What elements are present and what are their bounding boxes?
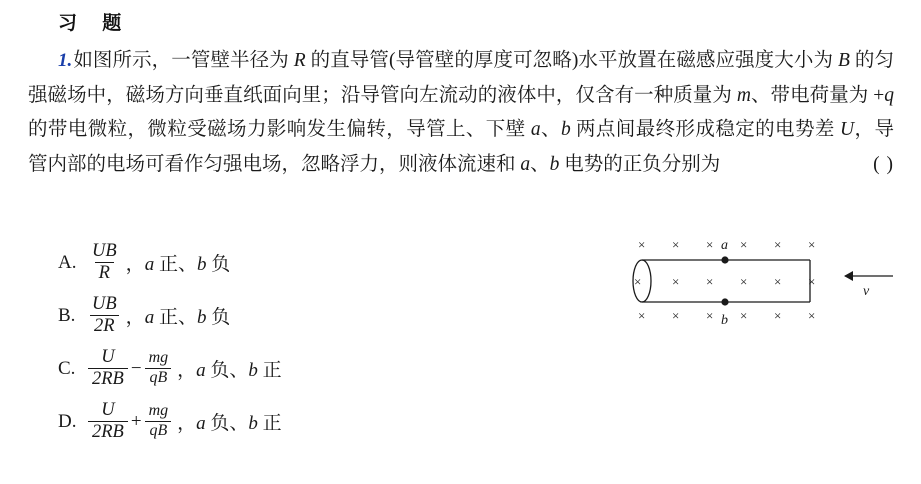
field-cross-icon: × — [740, 237, 748, 252]
question-text — [28, 50, 894, 175]
option-c[interactable] — [58, 342, 618, 395]
field-cross-icon: × — [774, 274, 782, 289]
fraction-numerator: mg — [148, 402, 169, 420]
math-symbol: B — [838, 50, 850, 71]
text-run: 、 — [530, 153, 550, 175]
math-symbol: U — [840, 119, 855, 140]
math-symbol: b — [549, 153, 560, 175]
fraction-denominator: qB — [145, 368, 171, 387]
question-number: 1. — [58, 50, 73, 71]
point-b-ref: b — [248, 360, 258, 381]
point-a-marker — [721, 256, 728, 263]
field-cross-icon: × — [774, 308, 782, 323]
field-cross-icon: × — [638, 308, 646, 323]
field-cross-icon: × — [634, 274, 642, 289]
fraction — [145, 403, 173, 440]
text-run: 的带电微粒，微粒受磁场力影响发生偏转，导管上、下壁 — [28, 119, 531, 140]
option-d-expression — [86, 401, 282, 443]
text-run: 两点间最终形成稳定的电势差 — [570, 119, 841, 140]
point-b-marker — [721, 298, 728, 305]
option-a-label: A. — [58, 251, 77, 273]
fraction-denominator: 2RB — [88, 421, 128, 442]
fraction-denominator: 2R — [90, 315, 119, 336]
point-b-ref: b — [248, 413, 258, 434]
option-d-description — [177, 408, 282, 435]
answer-blank: ( ) — [873, 153, 894, 175]
field-cross-icon: × — [706, 274, 714, 289]
comma: ， — [125, 254, 145, 275]
field-cross-icon: × — [706, 308, 714, 323]
diagram-svg — [620, 236, 900, 351]
fraction — [88, 242, 121, 284]
text-run: 的直导管(导管壁的厚度可忽略)水平放置在磁感应强度大小为 — [305, 50, 838, 71]
math-symbol: m — [736, 84, 751, 106]
operator: + — [130, 410, 142, 432]
field-cross-icon: × — [706, 237, 714, 252]
fraction — [88, 348, 128, 390]
option-a-expression — [86, 242, 230, 284]
point-a-label: a — [721, 238, 728, 253]
fraction — [88, 401, 128, 443]
field-cross-icon: × — [740, 308, 748, 323]
point-a-sign: 负、 — [205, 360, 249, 381]
point-a-sign: 负、 — [205, 413, 249, 434]
physics-diagram — [620, 236, 900, 351]
point-a-sign: 正、 — [154, 307, 197, 328]
velocity-label: v — [863, 284, 870, 299]
math-symbol: a — [530, 119, 541, 140]
text-run: 、带电荷量为 + — [750, 84, 885, 106]
tube-shape — [633, 260, 810, 302]
option-c-label: C. — [58, 357, 76, 379]
text-run: 的匀强磁场中，磁场方向垂直纸面向里；沿导管向左流动的液体中，仅含有一种质量为 — [28, 50, 894, 106]
point-a-ref: a — [144, 307, 155, 328]
option-a[interactable] — [58, 236, 618, 289]
fraction-numerator: mg — [148, 349, 169, 367]
point-b-sign: 负 — [206, 254, 231, 275]
comma: ， — [125, 307, 145, 328]
field-cross-icon: × — [672, 274, 680, 289]
math-symbol: R — [293, 50, 306, 71]
fraction-numerator: UB — [92, 240, 117, 261]
option-d[interactable] — [58, 395, 618, 448]
option-b[interactable] — [58, 289, 618, 342]
math-symbol: b — [560, 119, 571, 140]
option-c-description — [177, 355, 282, 382]
fraction-denominator: qB — [145, 421, 171, 440]
text-run: 如图所示，一管壁半径为 — [73, 50, 294, 71]
fraction — [88, 295, 121, 337]
option-d-label: D. — [58, 410, 77, 432]
operator: − — [130, 357, 142, 379]
fraction-numerator: UB — [92, 293, 117, 314]
text-run: ，导管内部的电场可看作匀强电场，忽略浮力，则液体流速和 — [28, 119, 894, 175]
option-b-expression — [86, 295, 230, 337]
field-cross-icon: × — [638, 237, 646, 252]
math-symbol: q — [884, 84, 894, 106]
point-a-ref: a — [144, 254, 155, 275]
field-cross-icon: × — [808, 274, 816, 289]
velocity-arrow — [844, 271, 893, 281]
point-b-ref: b — [196, 307, 207, 328]
field-cross-icon: × — [808, 308, 816, 323]
field-cross-icon: × — [740, 274, 748, 289]
text-run: 、 — [540, 119, 561, 140]
point-a-ref: a — [196, 360, 206, 381]
fraction-denominator: 2RB — [88, 368, 128, 389]
point-b-sign: 正 — [257, 360, 282, 381]
option-b-description — [126, 302, 231, 329]
point-b-sign: 负 — [206, 307, 231, 328]
page-title: 习 题 — [58, 13, 132, 34]
option-c-expression — [86, 348, 282, 390]
question-body — [28, 44, 894, 182]
field-cross-icon: × — [774, 237, 782, 252]
point-b-label: b — [721, 313, 728, 328]
comma: ， — [177, 413, 197, 434]
fraction-numerator: U — [101, 399, 115, 420]
field-cross-icon: × — [672, 237, 680, 252]
field-cross-icon: × — [672, 308, 680, 323]
fraction-denominator: R — [95, 262, 114, 283]
point-b-sign: 正 — [257, 413, 282, 434]
option-b-label: B. — [58, 304, 76, 326]
math-symbol: a — [520, 153, 531, 175]
option-a-description — [126, 249, 231, 276]
point-b-ref: b — [196, 254, 207, 275]
field-cross-icon: × — [808, 237, 816, 252]
comma: ， — [177, 360, 197, 381]
point-a-ref: a — [196, 413, 206, 434]
options-list — [58, 236, 618, 448]
fraction-numerator: U — [101, 346, 115, 367]
fraction — [145, 350, 173, 387]
point-a-sign: 正、 — [154, 254, 197, 275]
text-run: 电势的正负分别为 — [559, 153, 721, 175]
